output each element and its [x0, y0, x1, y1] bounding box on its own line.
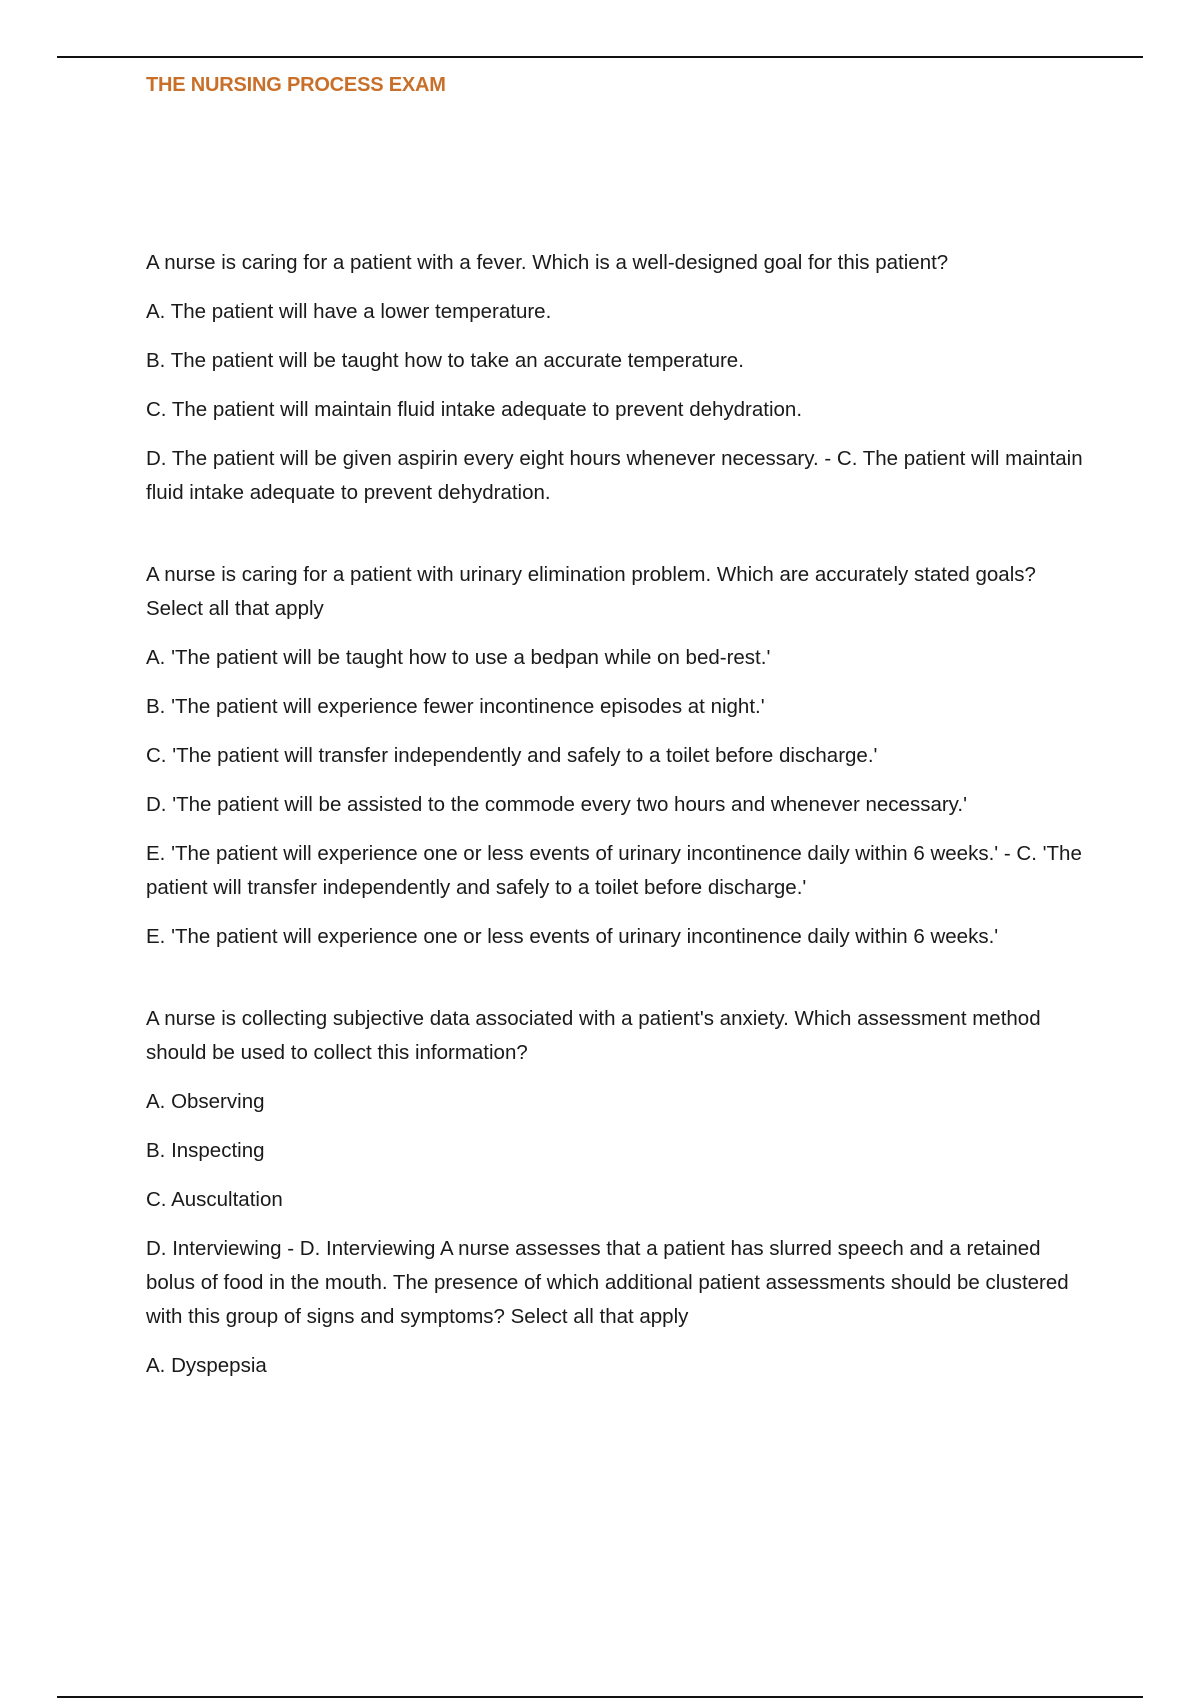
answer-option: D. 'The patient will be assisted to the commode every two hours and whenever necessary.' [146, 793, 968, 816]
document-body [146, 246, 1086, 1383]
answer-option: E. 'The patient will experience one or less events of urinary incontinence daily within 6 weeks.' [146, 925, 999, 948]
question-block-2 [146, 558, 1086, 954]
answer-option-with-answer: D. Interviewing - D. Interviewing A nurse assesses that a patient has slurred speech and a retained bolus of food in the mouth. The presence of which additional patient assessments should be clustered with this group of signs and symptoms? Select all that apply [146, 1237, 1069, 1328]
question-block-3 [146, 1002, 1086, 1383]
answer-option-with-answer: E. 'The patient will experience one or less events of urinary incontinence daily within 6 weeks.' - C. 'The patient will transfer independently and safely to a toilet before discharge.' [146, 842, 1082, 899]
question-text: A nurse is collecting subjective data associated with a patient's anxiety. Which assessment method should be used to collect this information? [146, 1007, 1041, 1064]
answer-option: A. The patient will have a lower temperature. [146, 300, 552, 323]
answer-option: B. 'The patient will experience fewer incontinence episodes at night.' [146, 695, 765, 718]
answer-option: B. The patient will be taught how to take an accurate temperature. [146, 349, 744, 372]
answer-option: C. Auscultation [146, 1188, 283, 1211]
question-text: A nurse is caring for a patient with a fever. Which is a well-designed goal for this patient? [146, 251, 949, 274]
answer-option: A. Dyspepsia [146, 1354, 267, 1377]
answer-option: C. The patient will maintain fluid intake adequate to prevent dehydration. [146, 398, 803, 421]
document-header-title: THE NURSING PROCESS EXAM [146, 74, 446, 96]
answer-option: A. 'The patient will be taught how to use a bedpan while on bed-rest.' [146, 646, 771, 669]
answer-option-with-answer: D. The patient will be given aspirin every eight hours whenever necessary. - C. The patient will maintain fluid intake adequate to prevent dehydration. [146, 447, 1083, 504]
footer-rule [57, 1696, 1143, 1698]
header-rule [57, 56, 1143, 58]
answer-option: C. 'The patient will transfer independently and safely to a toilet before discharge.' [146, 744, 878, 767]
answer-option: B. Inspecting [146, 1139, 265, 1162]
question-text: A nurse is caring for a patient with urinary elimination problem. Which are accurately stated goals? Select all that apply [146, 563, 1036, 620]
answer-option: A. Observing [146, 1090, 265, 1113]
question-block-1 [146, 246, 1086, 510]
